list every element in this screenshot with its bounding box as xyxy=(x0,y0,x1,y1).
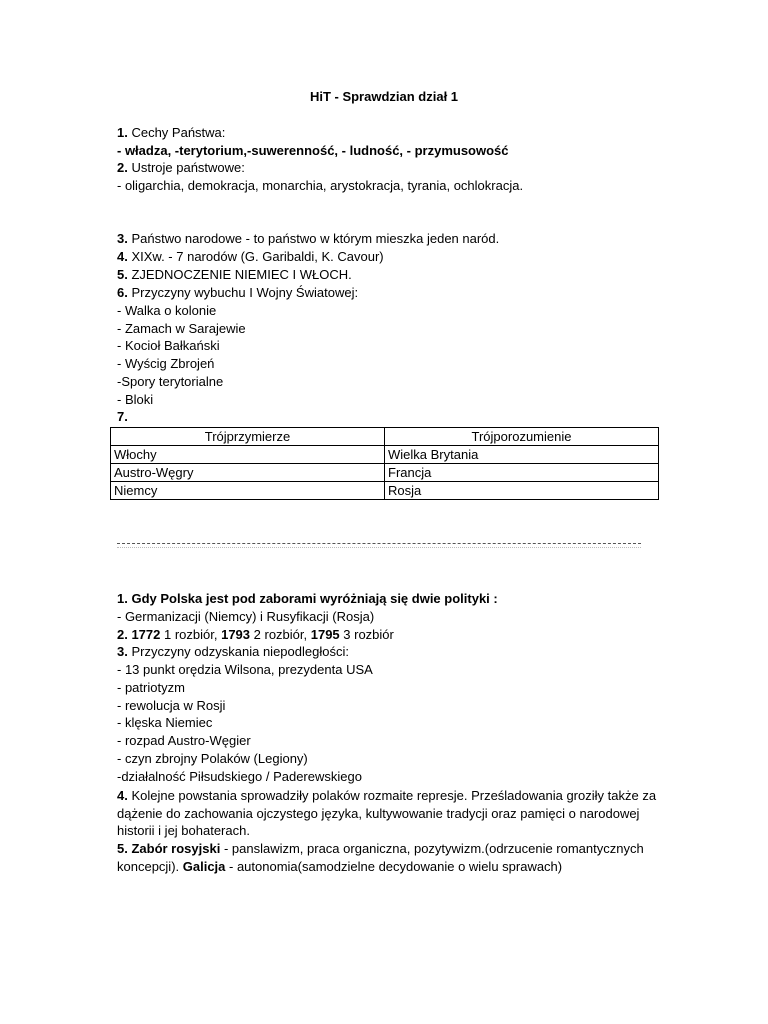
table-cell: Austro-Węgry xyxy=(111,464,385,482)
p1-q7: 7. xyxy=(117,409,128,424)
alliances-table xyxy=(110,427,659,500)
p2-q2: 2. 1772 1 rozbiór, 1793 2 rozbiór, 1795 3 rozbiór xyxy=(117,627,394,642)
p1-q1: 1. Cechy Państwa: xyxy=(117,125,226,140)
p2-q4: 4. Kolejne powstania sprowadziły polaków rozmaite represje. Prześladowania groziły także za dążenie do zachowania ojczystego języka, kultywowanie tradycji oraz pamięci o narodowej historii i jej bohaterach. xyxy=(117,788,657,839)
p2-q3-item: - rewolucja w Rosji xyxy=(117,698,226,713)
p2-q3-item: - patriotyzm xyxy=(117,680,185,695)
p1-q6-item: - Bloki xyxy=(117,392,154,407)
p1-q6-item: - Zamach w Sarajewie xyxy=(117,321,246,336)
p2-q3: 3. Przyczyny odzyskania niepodległości: xyxy=(117,644,349,659)
p2-q3-item: - czyn zbrojny Polaków (Legiony) xyxy=(117,751,308,766)
table-cell: Wielka Brytania xyxy=(385,446,659,464)
table-cell: Włochy xyxy=(111,446,385,464)
section-separator xyxy=(117,541,641,549)
p2-q3-item: - rozpad Austro-Węgier xyxy=(117,733,251,748)
p2-q3-item: - 13 punkt orędzia Wilsona, prezydenta USA xyxy=(117,662,373,677)
p1-q1-answer: - władza, -terytorium,-suwerenność, - ludność, - przymusowość xyxy=(117,143,509,158)
p1-q4: 4. XIXw. - 7 narodów (G. Garibaldi, K. Cavour) xyxy=(117,249,384,264)
separator-line xyxy=(117,543,641,544)
p1-q6-item: - Walka o kolonie xyxy=(117,303,217,318)
p1-q2-answer: - oligarchia, demokracja, monarchia, arystokracja, tyrania, ochlokracja. xyxy=(117,178,524,193)
p2-q3-item: -działalność Piłsudskiego / Paderewskiego xyxy=(117,769,362,784)
table-header: Trójprzymierze xyxy=(111,428,385,446)
p2-q1: 1. Gdy Polska jest pod zaborami wyróżniają się dwie polityki : xyxy=(117,591,498,606)
table-cell: Rosja xyxy=(385,482,659,500)
table-cell: Niemcy xyxy=(111,482,385,500)
table-cell: Francja xyxy=(385,464,659,482)
p2-q3-item: - klęska Niemiec xyxy=(117,715,213,730)
p1-q6: 6. Przyczyny wybuchu I Wojny Światowej: xyxy=(117,285,359,300)
separator-shadow-line xyxy=(117,547,641,548)
p1-q2: 2. Ustroje państwowe: xyxy=(117,160,245,175)
p1-q3: 3. Państwo narodowe - to państwo w którym mieszka jeden naród. xyxy=(117,231,500,246)
p1-q6-item: -Spory terytorialne xyxy=(117,374,224,389)
p1-q6-item: - Wyścig Zbrojeń xyxy=(117,356,215,371)
table-row xyxy=(111,482,659,500)
table-header-row xyxy=(111,428,659,446)
table-header: Trójporozumienie xyxy=(385,428,659,446)
p2-q5: 5. Zabór rosyjski - panslawizm, praca organiczna, pozytywizm.(odrzucenie romantycznych koncepcji). Galicja - autonomia(samodzielne decydowanie o wielu sprawach) xyxy=(117,841,644,874)
p1-q5: 5. ZJEDNOCZENIE NIEMIEC I WŁOCH. xyxy=(117,267,352,282)
table-row xyxy=(111,446,659,464)
p2-q1-answer: - Germanizacji (Niemcy) i Rusyfikacji (Rosja) xyxy=(117,609,375,624)
p1-q6-item: - Kocioł Bałkański xyxy=(117,338,220,353)
document-title: HiT - Sprawdzian dział 1 xyxy=(309,89,459,104)
table-row xyxy=(111,464,659,482)
